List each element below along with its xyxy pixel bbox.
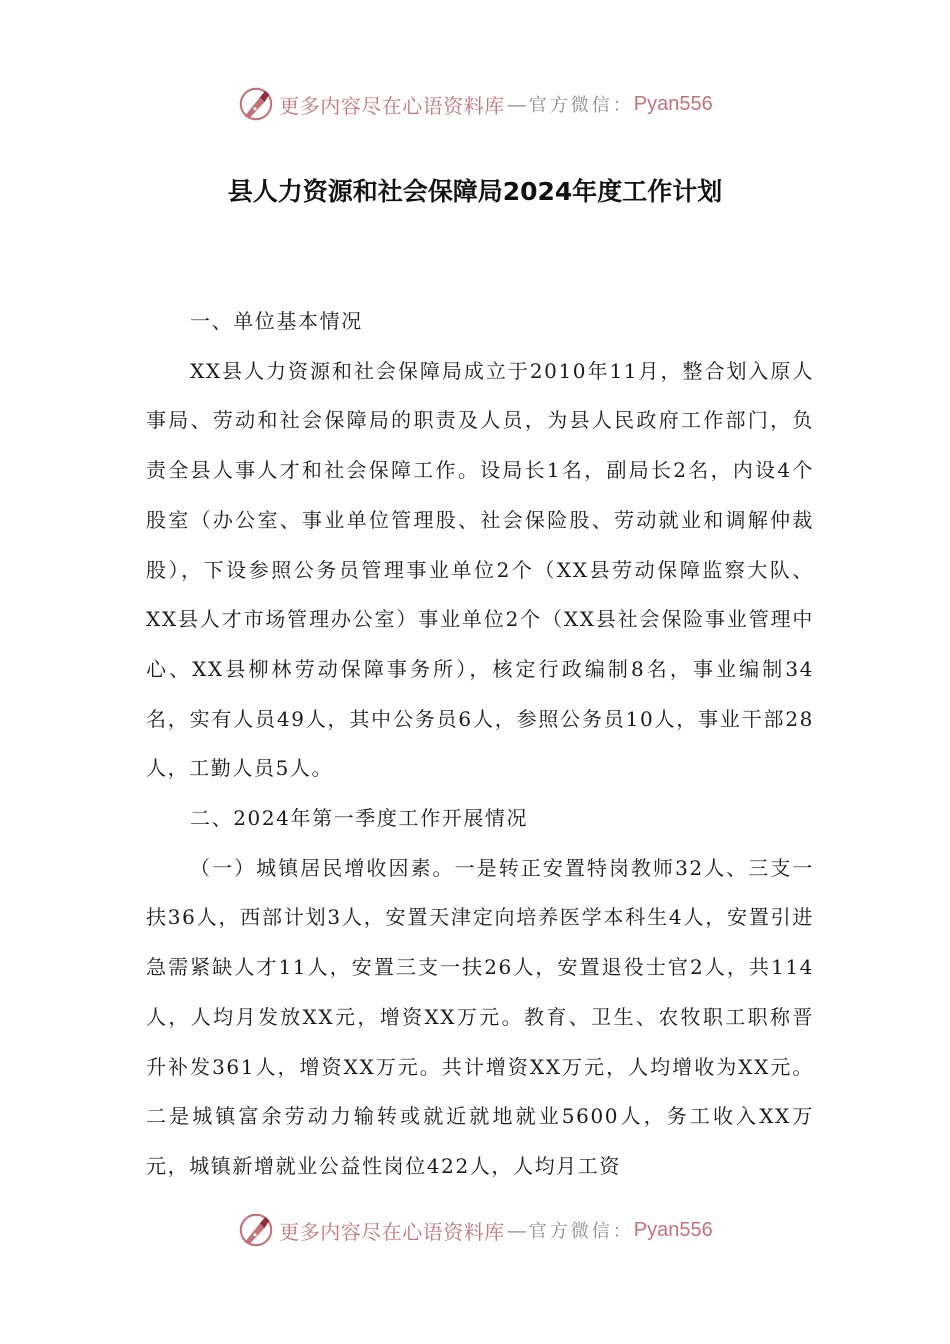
footer-watermark-banner <box>0 1208 950 1252</box>
section-heading-2: 二、2024年第一季度工作开展情况 <box>190 806 529 831</box>
header-wechat-label: 官方微信： <box>528 95 634 116</box>
footer-wechat-id: Pyan556 <box>633 1218 713 1241</box>
footer-wechat-label: 官方微信： <box>528 1221 634 1242</box>
header-brand-text: 更多内容尽在心语资料库 <box>279 93 505 118</box>
header-separator: — <box>506 92 527 116</box>
footer-brand-text: 更多内容尽在心语资料库 <box>279 1219 505 1244</box>
header-wechat-id: Pyan556 <box>633 92 713 115</box>
paragraph-unit-overview: XX县人力资源和社会保障局成立于2010年11月，整合划入原人事局、劳动和社会保障局的职责及人员，为县人民政府工作部门，负责全县人事人才和社会保障工作。设局长1名，副局长2名，内设4个股室（办公室、事业单位管理股、社会保险股、劳动就业和调解仲裁股），下设参照公务员管理事业单位2个（XX县劳动保障监察大队、XX县人才市场管理办公室）事业单位2个（XX县社会保险事业管理中心、XX县柳林劳动保障事务所），核定行政编制8名，事业编制34名，实有人员49人，其中公务员6人，参照公务员10人，事业干部28人，工勤人员5人。 <box>146 358 814 781</box>
document-body <box>146 297 814 1192</box>
document-title: 县人力资源和社会保障局2024年度工作计划 <box>227 177 723 206</box>
paragraph-income-factors: （一）城镇居民增收因素。一是转正安置特岗教师32人、三支一扶36人，西部计划3人，安置天津定向培养医学本科生4人，安置引进急需紧缺人才11人，安置三支一扶26人，安置退役士官2人，共114人，人均月发放XX元，增资XX万元。教育、卫生、农牧职工职称晋升补发361人，增资XX万元。共计增资XX万元，人均增收为XX元。二是城镇富余劳动力输转或就近就地就业5600人，务工收入XX万元，城镇新增就业公益性岗位422人，人均月工资 <box>146 855 814 1178</box>
pen-nib-logo-icon <box>237 85 275 123</box>
pen-nib-logo-icon <box>237 1211 275 1249</box>
header-watermark-banner <box>0 82 950 126</box>
section-heading-1: 一、单位基本情况 <box>190 309 363 333</box>
footer-separator: — <box>506 1218 527 1242</box>
